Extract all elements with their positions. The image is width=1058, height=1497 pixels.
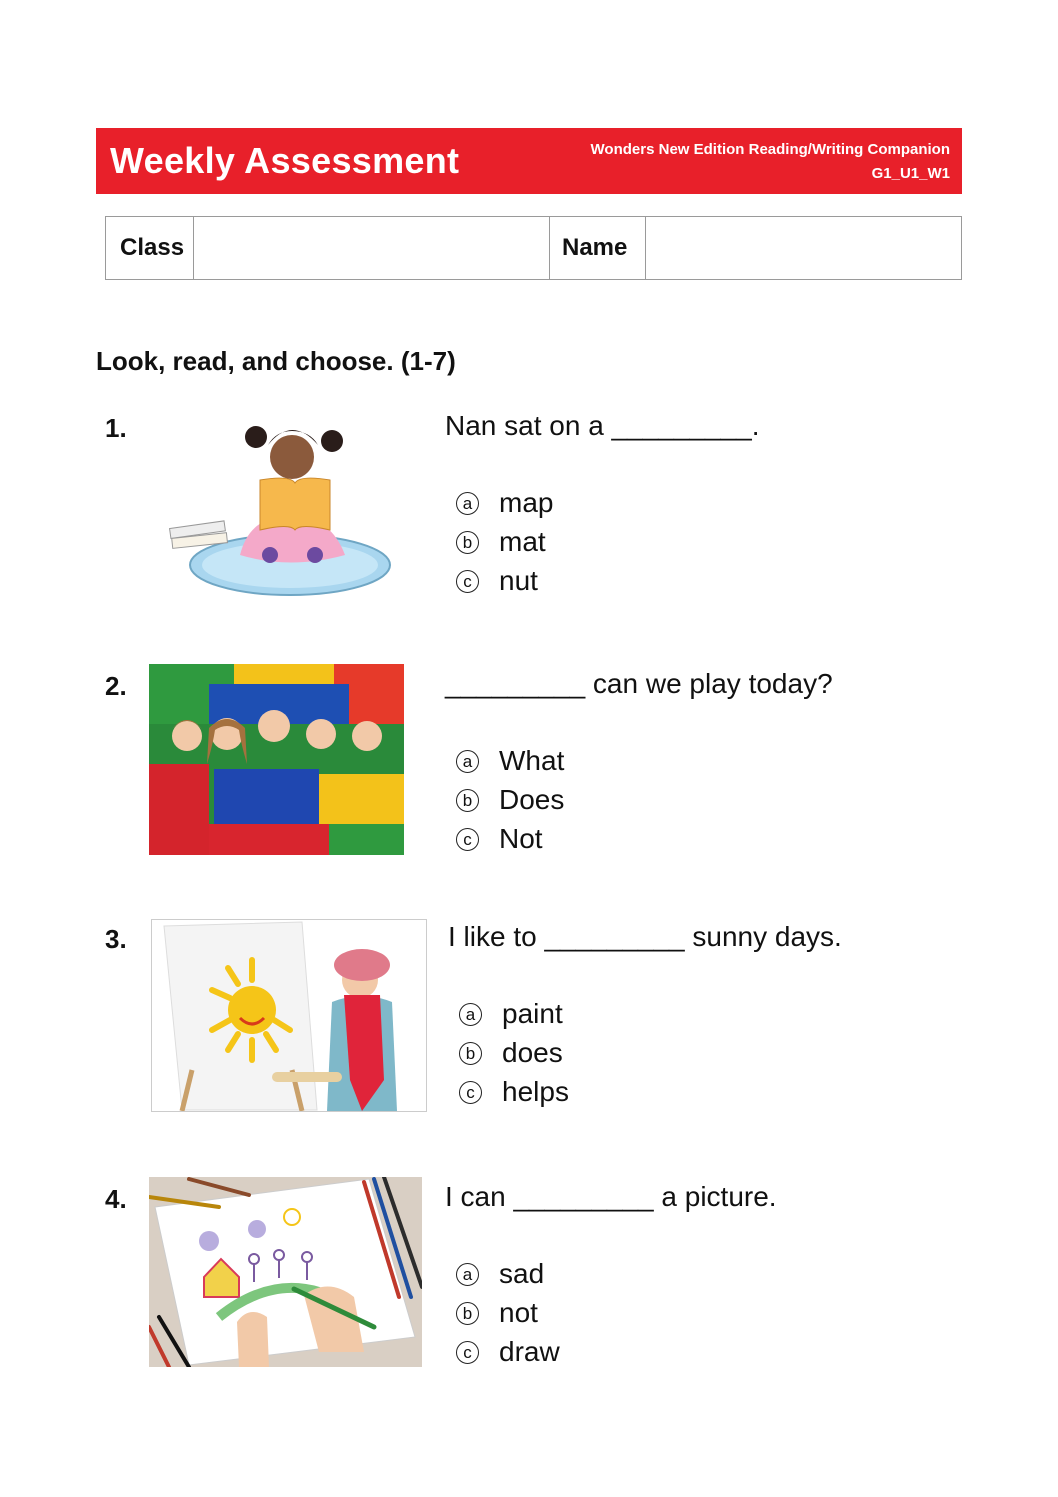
unit-code: G1_U1_W1 [871,165,950,182]
question-1-image [160,405,400,600]
book-subtitle: Wonders New Edition Reading/Writing Companion [590,141,950,158]
answer-option[interactable] [456,745,564,777]
instructions: Look, read, and choose. (1-7) [96,346,456,376]
option-text: Not [499,823,543,854]
answer-option[interactable] [456,823,543,855]
option-text: Does [499,784,565,815]
question-stem: _________ can we play today? [445,668,833,699]
option-letter: a [459,1003,482,1026]
option-text: draw [499,1336,560,1367]
question-number: 2. [105,671,127,701]
option-letter: a [456,1263,479,1286]
option-text: helps [502,1076,569,1107]
option-letter: c [456,828,479,851]
question-stem: Nan sat on a _________. [445,410,760,441]
option-text: paint [502,998,563,1029]
answer-option[interactable] [456,565,538,597]
student-info-table [105,216,962,280]
option-text: What [499,745,565,776]
answer-option[interactable] [456,1336,560,1368]
page-title: Weekly Assessment [110,140,460,181]
answer-option[interactable] [456,526,546,558]
option-letter: c [459,1081,482,1104]
option-text: map [499,487,554,518]
option-letter: a [456,492,479,515]
option-letter: c [456,1341,479,1364]
option-letter: b [456,531,479,554]
question-2-image [149,664,404,855]
option-letter: c [456,570,479,593]
answer-option[interactable] [459,1037,563,1069]
name-field[interactable] [646,217,961,279]
name-label: Name [550,217,646,279]
answer-option[interactable] [456,784,564,816]
option-letter: a [456,750,479,773]
answer-option[interactable] [456,487,553,519]
question-stem: I like to _________ sunny days. [448,921,842,952]
option-text: does [502,1037,563,1068]
question-number: 3. [105,924,127,954]
option-text: sad [499,1258,545,1289]
option-letter: b [456,789,479,812]
option-letter: b [456,1302,479,1325]
option-text: mat [499,526,546,557]
option-text: not [499,1297,538,1328]
answer-option[interactable] [459,998,563,1030]
option-letter: b [459,1042,482,1065]
question-4-image [149,1177,422,1367]
question-number: 1. [105,413,127,443]
header-banner [96,128,962,194]
class-label: Class [106,217,194,279]
answer-option[interactable] [456,1297,538,1329]
option-text: nut [499,565,538,596]
question-3-image [151,919,427,1112]
question-stem: I can _________ a picture. [445,1181,777,1212]
answer-option[interactable] [459,1076,569,1108]
answer-option[interactable] [456,1258,544,1290]
question-number: 4. [105,1184,127,1214]
class-field[interactable] [194,217,550,279]
